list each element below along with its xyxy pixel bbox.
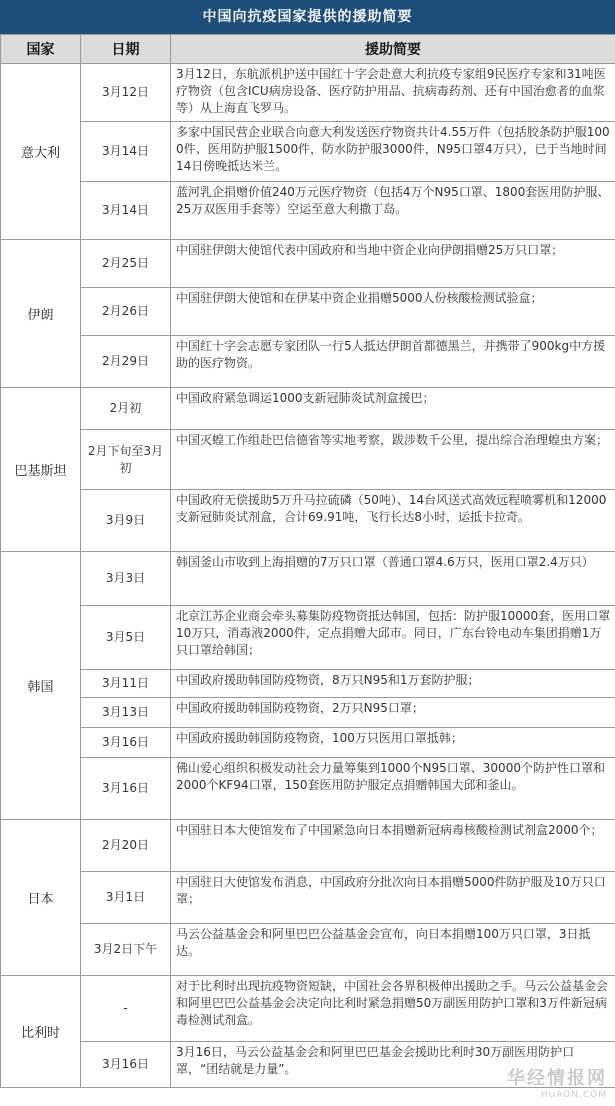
- country-cell-belgium: 比利时: [1, 976, 81, 1088]
- date-cell: 3月2日下午: [81, 924, 171, 976]
- table-row: [1, 552, 615, 606]
- table-row: [1, 670, 615, 698]
- watermark-text: 华经情报网: [507, 1068, 607, 1089]
- date-cell: 3月11日: [81, 670, 171, 698]
- table-row: [1, 606, 615, 670]
- content-cell: 多家中国民营企业联合向意大利发送医疗物资共计4.55万件（包括胶条防护服1000件、医用防护服1500件，防水防护服3000件，N95口罩4万只），已于当地时间14日傍晚抵达米兰。: [171, 122, 615, 182]
- header-date: 日期: [81, 35, 171, 64]
- date-cell: 2月初: [81, 388, 171, 430]
- page-title: 中国向抗疫国家提供的援助简要: [0, 0, 615, 34]
- table-row: [1, 240, 615, 288]
- date-cell: 3月12日: [81, 64, 171, 122]
- table-row: [1, 924, 615, 976]
- content-cell: 中国红十字会志愿专家团队一行5人抵达伊朗首都德黑兰，并携带了900kg中方援助的医疗物资。: [171, 336, 615, 388]
- date-cell: 2月26日: [81, 288, 171, 336]
- date-cell: 2月25日: [81, 240, 171, 288]
- date-cell: 3月16日: [81, 1042, 171, 1088]
- table-row: [1, 976, 615, 1042]
- content-cell: 中国政府援助韩国防疫物资，2万只N95口罩；: [171, 698, 615, 728]
- date-cell: 3月9日: [81, 490, 171, 552]
- date-cell: 3月13日: [81, 698, 171, 728]
- table-row: [1, 430, 615, 490]
- watermark-logo: [507, 1064, 607, 1100]
- content-cell: 中国政府无偿援助5万升马拉硫磷（50吨）、14台风送式高效远程喷雾机和12000支新冠肺炎试剂盒，合计69.91吨，飞行长达8小时，运抵卡拉奇。: [171, 490, 615, 552]
- content-cell: 中国政府援助韩国防疫物资，8万只N95和1万套防护服；: [171, 670, 615, 698]
- content-cell: 韩国釜山市收到上海捐赠的7万只口罩（普通口罩4.6万只，医用口罩2.4万只）: [171, 552, 615, 606]
- date-cell: 2月下旬至3月初: [81, 430, 171, 490]
- date-cell: -: [81, 976, 171, 1042]
- date-cell: 2月29日: [81, 336, 171, 388]
- country-cell-italy: 意大利: [1, 64, 81, 240]
- date-cell: 3月16日: [81, 758, 171, 820]
- content-cell: 中国驻日大使馆发布消息，中国政府分批次向日本捐赠5000件防护服及10万只口罩；: [171, 872, 615, 924]
- date-cell: 3月14日: [81, 122, 171, 182]
- aid-table: [0, 34, 615, 1088]
- header-country: 国家: [1, 35, 81, 64]
- table-row: [1, 872, 615, 924]
- content-cell: 中国政府紧急调运1000支新冠肺炎试剂盒援巴；: [171, 388, 615, 430]
- table-row: [1, 64, 615, 122]
- table-row: [1, 288, 615, 336]
- header-row: [1, 35, 615, 64]
- country-cell-japan: 日本: [1, 820, 81, 976]
- table-row: [1, 122, 615, 182]
- date-cell: 3月16日: [81, 728, 171, 758]
- table-row: [1, 698, 615, 728]
- table-row: [1, 388, 615, 430]
- content-cell: 中国驻日本大使馆发布了中国紧急向日本捐赠新冠病毒核酸检测试剂盒2000个；: [171, 820, 615, 872]
- date-cell: 3月5日: [81, 606, 171, 670]
- table-row: [1, 728, 615, 758]
- watermark-domain: HUAON.COM: [540, 1090, 607, 1100]
- country-cell-pakistan: 巴基斯坦: [1, 388, 81, 552]
- table-row: [1, 758, 615, 820]
- content-cell: 3月12日，东航派机护送中国红十字会赴意大利抗疫专家组9民医疗专家和31吨医疗物资（包含ICU病房设备、医疗防护用品、抗病毒药剂、还有中国治愈者的血浆等）从上海直飞罗马。: [171, 64, 615, 122]
- table-row: [1, 336, 615, 388]
- content-cell: 3月16日，马云公益基金会和阿里巴巴基金会援助比利时30万副医用防护口罩，“团结就是力量”。: [171, 1042, 615, 1088]
- date-cell: 3月1日: [81, 872, 171, 924]
- header-content: 援助简要: [171, 35, 615, 64]
- date-cell: 3月14日: [81, 182, 171, 240]
- content-cell: 蓝河乳企捐赠价值240万元医疗物资（包括4万个N95口罩、1800套医用防护服、25万双医用手套等）空运至意大利撒丁岛。: [171, 182, 615, 240]
- content-cell: 中国驻伊朗大使馆代表中国政府和当地中资企业向伊朗捐赠25万只口罩；: [171, 240, 615, 288]
- content-cell: 佛山爱心组织积极发动社会力量筹集到1000个N95口罩、30000个防护性口罩和2000个KF94口罩，150套医用防护服定点捐赠韩国大邱和釜山。: [171, 758, 615, 820]
- content-cell: 中国驻伊朗大使馆和在伊某中资企业捐赠5000人份核酸检测试验盒；: [171, 288, 615, 336]
- table-row: [1, 490, 615, 552]
- table-row: [1, 182, 615, 240]
- country-cell-korea: 韩国: [1, 552, 81, 820]
- date-cell: 3月3日: [81, 552, 171, 606]
- content-cell: 北京江苏企业商会牵头募集防疫物资抵达韩国，包括：防护服10000套，医用口罩10万只，消毒液2000件，定点捐赠大邱市。同日，广东台铃电动车集团捐赠1万只口罩给韩国；: [171, 606, 615, 670]
- table-row: [1, 820, 615, 872]
- country-cell-iran: 伊朗: [1, 240, 81, 388]
- content-cell: 对于比利时出现抗疫物资短缺，中国社会各界积极伸出援助之手。马云公益基金会和阿里巴巴公益基金会决定向比利时紧急捐赠50万副医用防护口罩和3万件新冠病毒检测试剂盒。: [171, 976, 615, 1042]
- date-cell: 2月20日: [81, 820, 171, 872]
- content-cell: 中国灭蝗工作组赴巴信德省等实地考察，跋涉数千公里，提出综合治理蝗虫方案；: [171, 430, 615, 490]
- content-cell: 中国政府援助韩国防疫物资，100万只医用口罩抵韩；: [171, 728, 615, 758]
- content-cell: 马云公益基金会和阿里巴巴公益基金会宣布，向日本捐赠100万只口罩，3日抵达。: [171, 924, 615, 976]
